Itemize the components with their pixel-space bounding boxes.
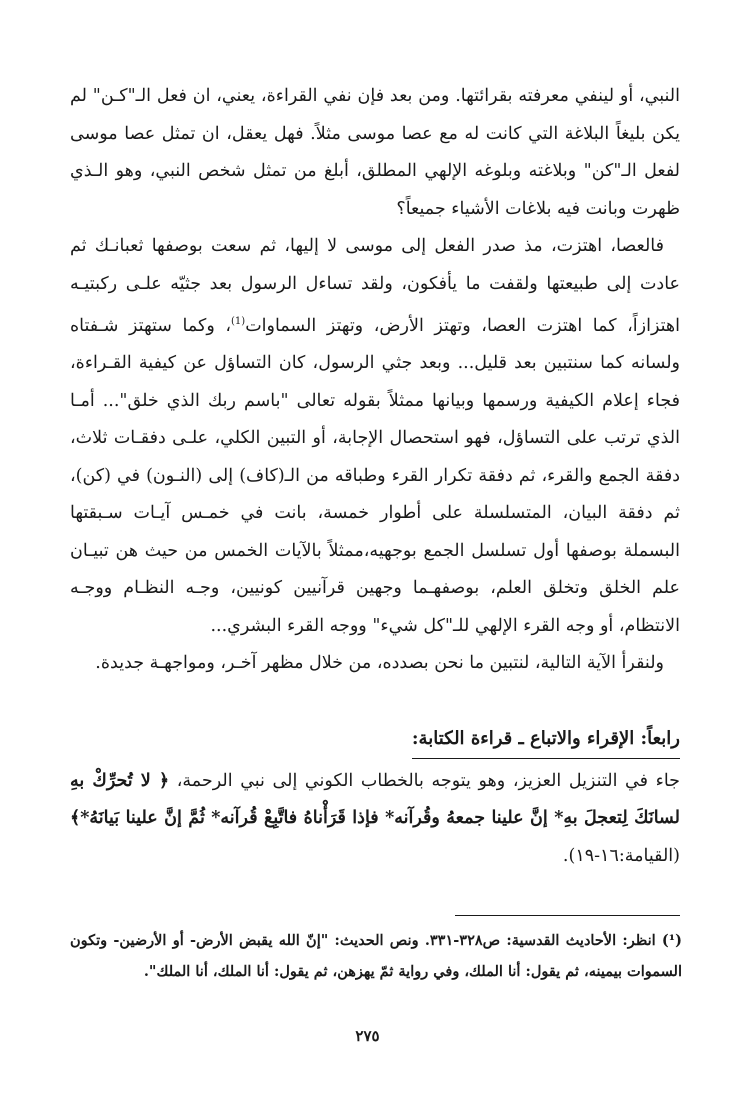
quote-citation: (القيامة:١٦-١٩). xyxy=(562,845,680,866)
paragraph-1: النبي، أو لينفي معرفته بقرائتها. ومن بعد فإن نفي القراءة، يعني، ان فعل الـ"كـن" لم يكن بليغاً البلاغة التي كانت له مع عصا موسى مثلاً. فهل يعقل، ان تمثل عصا موسى لفعل الـ"كن" وبلاغته وبلوغه الإلهي المطلق، أبلغ من تمثل شخص النبي، وهو الـذي ظهرت وبانت فيه بلاغات الأشياء جميعاً؟ xyxy=(70,86,680,219)
page-number: ٢٧٥ xyxy=(355,1027,380,1045)
quran-quote-paragraph xyxy=(70,763,680,876)
footnote-reference: (1) xyxy=(231,316,246,327)
quote-intro: جاء في التنزيل العزيز، وهو يتوجه بالخطاب الكوني إلى نبي الرحمة، xyxy=(176,770,680,791)
section-gap xyxy=(70,683,680,721)
paragraph-2 xyxy=(70,228,680,645)
footnote: (¹) انظر: الأحاديث القدسية: ص٣٢٨-٣٣١. ونص الحديث: "إنّ الله يقبض الأرض- أو الأرضين- وتكون السموات بيمينه، ثم يقول: أنا الملك، وفي رواية ثمّ يهزهن، ثم يقول: أنا الملك، أنا الملك". xyxy=(70,932,682,980)
footnote-divider xyxy=(455,915,680,916)
quran-verse: ﴿ لا تُحرِّكْ بهِ لسانَكَ لِتعجلَ بهِ* إنَّ علينا جمعهُ وقُرآنه* فإذا قَرَأْناهُ فاتَّبِعْ قُرآنه* ثُمَّ إنَّ علينا بَيانَهُ*﴾ xyxy=(70,770,680,829)
section-heading: رابعاً: الإقراء والاتباع ـ قراءة الكتابة: xyxy=(412,721,680,759)
page-body xyxy=(70,78,680,875)
paragraph-2-part-b: ، وكما ستهتز شـفتاه ولسانه كما سنتبين بعد قليل... وبعد جثي الرسول، كان التساؤل عن كيفية القـراءة، فجاء إعلام الكيفية ورسمها وبيانها ممثلاً بقوله تعالى "باسم ربك الذي خلق"... أمـا الذي ترتب على التساؤل، فهو استحصال الإجابة، أو التبين الكلي، علـى دفقـات ثلاث، دفقة الجمع والقرء، ثم دفقة تكرار القرء وطباقه من الـ(كاف) إلى (النـون) في (كن)، ثم دفقة البيان، المتسلسلة على أطوار خمسة، بانت في خمـس آيـات سـبقتها البسملة بوصفها أول تسلسل الجمع بوجهيه،ممثلاً بالآيات الخمس من حيث هن تبيـان علم الخلق وتخلق العلم، بوصفهـما وجهين قرآنيين كونيين، وجـه النظـام ووجـه الانتظام، أو وجه القرء الإلهي للـ"كل شيء" ووجه القرء البشري... xyxy=(70,315,680,636)
paragraph-3: ولنقرأ الآية التالية، لنتبين ما نحن بصدده، من خلال مظهر آخـر، ومواجهـة جديدة. xyxy=(95,653,664,674)
paragraph-2-part-a: فالعصا، اهتزت، مذ صدر الفعل إلى موسى لا إليها، ثم سعت بوصفها ثعبانـك ثم عادت إلى طبيعتها ولقفت ما يأفكون، ولقد تساءل الرسول بعد جثيّه علـى ركبتيـه اهتزازاً، كما اهتزت العصا، وتهتز الأرض، وتهتز السماوات xyxy=(70,236,680,336)
